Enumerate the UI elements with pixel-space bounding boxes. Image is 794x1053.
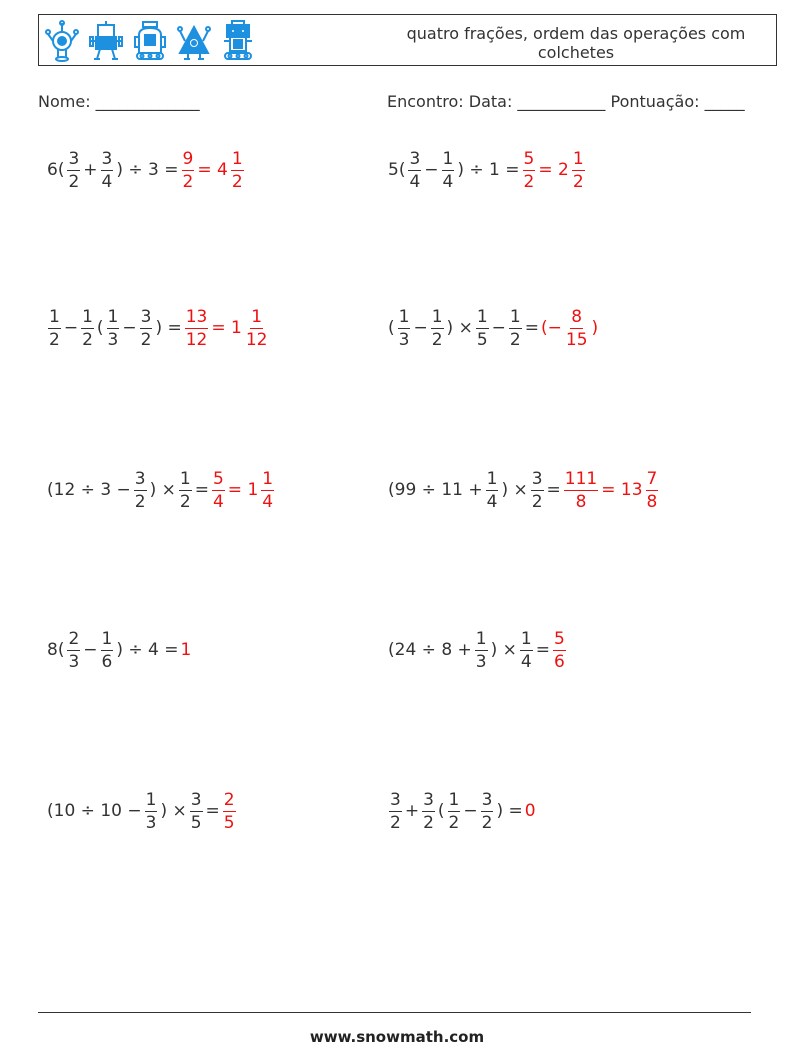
denominator: 2	[390, 812, 401, 833]
robot-icon-1	[45, 19, 79, 63]
denominator: 2	[431, 329, 443, 350]
denominator: 6	[101, 651, 113, 672]
fraction	[476, 307, 489, 350]
expression-text: (	[388, 318, 395, 338]
numerator: 3	[101, 148, 113, 169]
fraction	[565, 307, 589, 350]
fraction	[245, 307, 269, 350]
expression-text: = 1	[227, 480, 259, 500]
fraction	[101, 629, 114, 672]
numerator: 5	[212, 468, 224, 489]
numerator: 3	[481, 789, 493, 810]
numerator: 5	[523, 148, 535, 169]
answer	[562, 469, 661, 512]
fraction	[520, 629, 533, 672]
expression-text: ) ×	[490, 640, 517, 660]
numerator: 3	[409, 148, 421, 169]
expression-text: −	[463, 801, 478, 821]
problem-2	[387, 140, 587, 200]
numerator: 1	[398, 306, 410, 327]
numerator: 1	[475, 628, 487, 649]
denominator: 3	[475, 651, 487, 672]
problem-4	[387, 298, 599, 358]
robot-icon-2	[89, 19, 123, 63]
denominator: 4	[212, 491, 224, 512]
answer	[521, 149, 587, 192]
numerator: 1	[251, 306, 263, 327]
expression-text: (	[96, 318, 104, 338]
answer	[180, 640, 193, 660]
numerator: 3	[423, 789, 434, 810]
expression-text: ) =	[496, 801, 523, 821]
fraction	[481, 790, 494, 833]
expression-text: (−	[540, 318, 562, 338]
fraction	[67, 629, 80, 672]
expression-text: 0	[524, 801, 536, 821]
date-score-field[interactable]: Encontro: Data: ___________ Pontuação: _____	[387, 92, 745, 111]
denominator: 5	[476, 329, 488, 350]
problem-8	[387, 620, 568, 680]
expression-text: =	[535, 640, 550, 660]
expression-text: (24 ÷ 8 +	[388, 640, 472, 660]
numerator: 1	[82, 306, 93, 327]
fraction	[422, 790, 435, 833]
robot-icons	[45, 19, 255, 63]
problem-5	[46, 460, 276, 520]
numerator: 2	[223, 789, 235, 810]
robot-icon-3	[133, 19, 167, 63]
numerator: 7	[646, 468, 658, 489]
fraction	[509, 307, 522, 350]
denominator: 2	[572, 171, 584, 192]
expression-text: = 4	[197, 160, 228, 180]
expression-text: = 13	[601, 480, 643, 500]
numerator: 3	[531, 468, 543, 489]
fraction	[145, 790, 158, 833]
expression-text: ) ÷ 1 =	[457, 160, 520, 180]
fraction	[572, 149, 585, 192]
numerator: 1	[49, 306, 60, 327]
expression-text: −	[413, 318, 428, 338]
expression-text: −	[83, 640, 98, 660]
expression-text: +	[83, 160, 98, 180]
answer	[524, 801, 537, 821]
numerator: 9	[182, 148, 194, 169]
expression-text: =	[524, 318, 539, 338]
denominator: 8	[575, 491, 587, 512]
numerator: 1	[107, 306, 119, 327]
numerator: 3	[390, 789, 401, 810]
expression-text: −	[424, 160, 439, 180]
denominator: 4	[520, 651, 532, 672]
numerator: 1	[442, 148, 454, 169]
fraction	[182, 149, 195, 192]
fraction	[48, 307, 61, 350]
answer	[180, 149, 246, 192]
expression-text: 5(	[388, 160, 406, 180]
fraction	[190, 790, 203, 833]
fraction	[134, 469, 147, 512]
expression-text: −	[491, 318, 506, 338]
expression-text: = 2	[538, 160, 569, 180]
fraction	[408, 149, 421, 192]
denominator: 3	[107, 329, 119, 350]
problem-3	[46, 298, 270, 358]
denominator: 2	[523, 171, 535, 192]
answer	[183, 307, 271, 350]
numerator: 1	[101, 628, 113, 649]
numerator: 3	[190, 789, 202, 810]
numerator: 111	[564, 468, 598, 489]
problem-1	[46, 140, 246, 200]
denominator: 5	[190, 812, 202, 833]
name-field[interactable]: Nome: _____________	[38, 92, 200, 111]
fraction	[553, 629, 566, 672]
answer	[551, 629, 568, 672]
denominator: 2	[481, 812, 493, 833]
denominator: 4	[262, 491, 274, 512]
robot-icon-4	[177, 19, 211, 63]
expression-text: −	[122, 318, 137, 338]
denominator: 2	[82, 329, 93, 350]
denominator: 3	[68, 651, 80, 672]
fraction	[179, 469, 192, 512]
numerator: 3	[68, 148, 80, 169]
denominator: 3	[145, 812, 157, 833]
denominator: 2	[231, 171, 243, 192]
expression-text: ) ×	[501, 480, 528, 500]
numerator: 3	[140, 306, 152, 327]
fraction	[185, 307, 209, 350]
expression-text: ) ÷ 3 =	[116, 160, 179, 180]
denominator: 2	[509, 329, 521, 350]
numerator: 1	[179, 468, 191, 489]
fraction	[389, 790, 402, 833]
numerator: 1	[476, 306, 488, 327]
numerator: 2	[68, 628, 80, 649]
fraction	[523, 149, 536, 192]
fraction	[223, 790, 236, 833]
numerator: 1	[509, 306, 521, 327]
expression-text: )	[591, 318, 599, 338]
denominator: 3	[398, 329, 410, 350]
denominator: 12	[245, 329, 268, 350]
problem-7	[46, 620, 192, 680]
expression-text: +	[404, 801, 420, 821]
denominator: 8	[646, 491, 658, 512]
footer-url[interactable]: www.snowmath.com	[309, 1028, 485, 1046]
fraction	[564, 469, 598, 512]
denominator: 12	[185, 329, 208, 350]
problem-9	[46, 781, 238, 841]
fraction	[442, 149, 455, 192]
expression-text: =	[205, 801, 220, 821]
denominator: 2	[179, 491, 191, 512]
robot-icon-5	[221, 19, 255, 63]
fraction	[101, 149, 114, 192]
denominator: 2	[68, 171, 80, 192]
numerator: 1	[231, 148, 243, 169]
expression-text: 6(	[47, 160, 65, 180]
fraction	[107, 307, 120, 350]
denominator: 4	[101, 171, 113, 192]
denominator: 2	[140, 329, 152, 350]
fraction	[646, 469, 659, 512]
answer	[210, 469, 276, 512]
expression-text: −	[63, 318, 79, 338]
expression-text: 8(	[47, 640, 65, 660]
numerator: 1	[431, 306, 443, 327]
expression-text: = 1	[211, 318, 242, 338]
numerator: 1	[448, 789, 460, 810]
problem-10	[387, 781, 537, 841]
expression-text: (12 ÷ 3 −	[47, 480, 131, 500]
fraction	[261, 469, 274, 512]
fraction	[486, 469, 499, 512]
expression-text: (99 ÷ 11 +	[388, 480, 483, 500]
fraction	[475, 629, 488, 672]
denominator: 2	[134, 491, 146, 512]
fraction	[67, 149, 80, 192]
numerator: 1	[145, 789, 157, 810]
denominator: 4	[486, 491, 498, 512]
numerator: 1	[486, 468, 498, 489]
numerator: 8	[571, 306, 583, 327]
numerator: 1	[262, 468, 274, 489]
denominator: 2	[531, 491, 543, 512]
expression-text: ) ÷ 4 =	[116, 640, 179, 660]
expression-text: ) ×	[149, 480, 176, 500]
denominator: 5	[223, 812, 235, 833]
denominator: 6	[553, 651, 565, 672]
fraction	[431, 307, 444, 350]
fraction	[231, 149, 244, 192]
worksheet-title: quatro frações, ordem das operações com colchetes	[406, 24, 746, 62]
expression-text: =	[194, 480, 209, 500]
numerator: 13	[185, 306, 208, 327]
fraction	[531, 469, 544, 512]
denominator: 2	[49, 329, 60, 350]
numerator: 1	[520, 628, 532, 649]
header-box	[38, 14, 777, 66]
answer	[221, 790, 238, 833]
fraction	[140, 307, 153, 350]
denominator: 2	[182, 171, 194, 192]
fraction	[398, 307, 411, 350]
fraction	[212, 469, 225, 512]
expression-text: ) ×	[446, 318, 473, 338]
expression-text: ) =	[155, 318, 182, 338]
denominator: 2	[423, 812, 434, 833]
fraction	[81, 307, 94, 350]
numerator: 5	[553, 628, 565, 649]
numerator: 1	[572, 148, 584, 169]
expression-text: 1	[180, 640, 192, 660]
footer-divider	[38, 1012, 751, 1013]
expression-text: (	[437, 801, 445, 821]
fraction	[448, 790, 461, 833]
denominator: 4	[409, 171, 421, 192]
denominator: 4	[442, 171, 454, 192]
answer	[540, 307, 599, 350]
expression-text: (10 ÷ 10 −	[47, 801, 142, 821]
expression-text: ) ×	[160, 801, 187, 821]
denominator: 15	[565, 329, 588, 350]
denominator: 2	[448, 812, 460, 833]
problem-6	[387, 460, 660, 520]
expression-text: =	[546, 480, 561, 500]
numerator: 3	[134, 468, 146, 489]
